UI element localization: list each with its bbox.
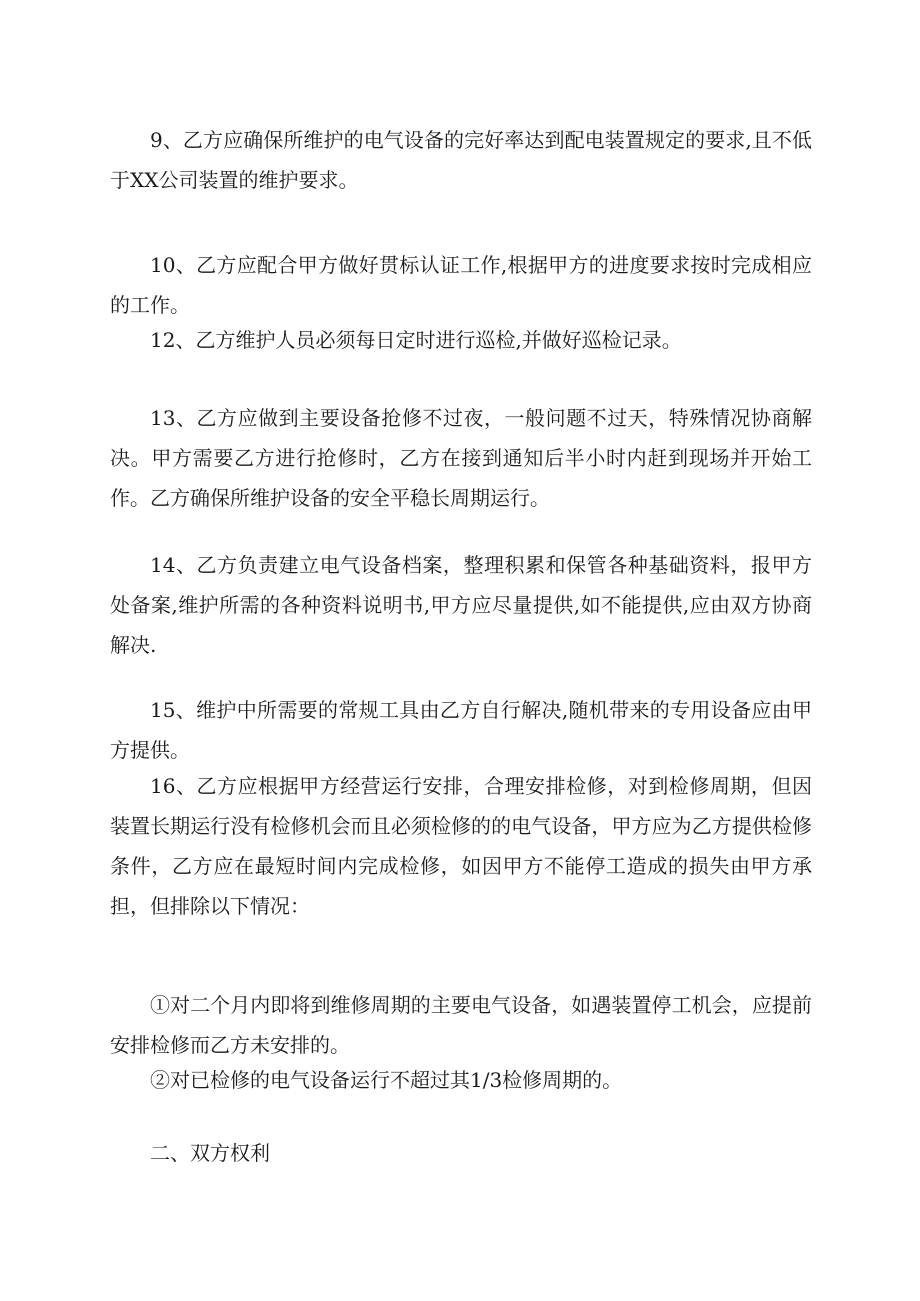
clause-13: 13、乙方应做到主要设备抢修不过夜，一般问题不过天，特殊情况协商解决。甲方需要乙方进行抢修时，乙方在接到通知后半小时内赶到现场并开始工作。乙方确保所维护设备的安全平稳长周期运行。 [110,406,812,510]
clause-16: 16、乙方应根据甲方经营运行安排，合理安排检修，对到检修周期，但因装置长期运行没有检修机会而且必须检修的的电气设备，甲方应为乙方提供检修条件，乙方应在最短时间内完成检修，如因甲方不能停工造成的损失由甲方承担，但排除以下情况： [110,774,812,918]
section-heading: 二、双方权利 [150,1141,270,1165]
clause-14: 14、乙方负责建立电气设备档案，整理积累和保管各种基础资料，报甲方处备案,维护所需的各种资料说明书,甲方应尽量提供,如不能提供,应由双方协商解决. [110,553,812,657]
clause-15: 15、维护中所需要的常规工具由乙方自行解决,随机带来的专用设备应由甲方提供。 [110,698,812,762]
clause-10: 10、乙方应配合甲方做好贯标认证工作,根据甲方的进度要求按时完成相应的工作。 [110,253,812,317]
clause-9: 9、乙方应确保所维护的电气设备的完好率达到配电装置规定的要求,且不低于XX公司装置的维护要求。 [110,128,812,192]
exception-item-2: ②对已检修的电气设备运行不超过其1/3检修周期的。 [150,1068,623,1092]
clause-12: 12、乙方维护人员必须每日定时进行巡检,并做好巡检记录。 [150,328,682,352]
exception-item-1: ①对二个月内即将到维修周期的主要电气设备，如遇装置停工机会，应提前安排检修而乙方未安排的。 [110,993,812,1057]
